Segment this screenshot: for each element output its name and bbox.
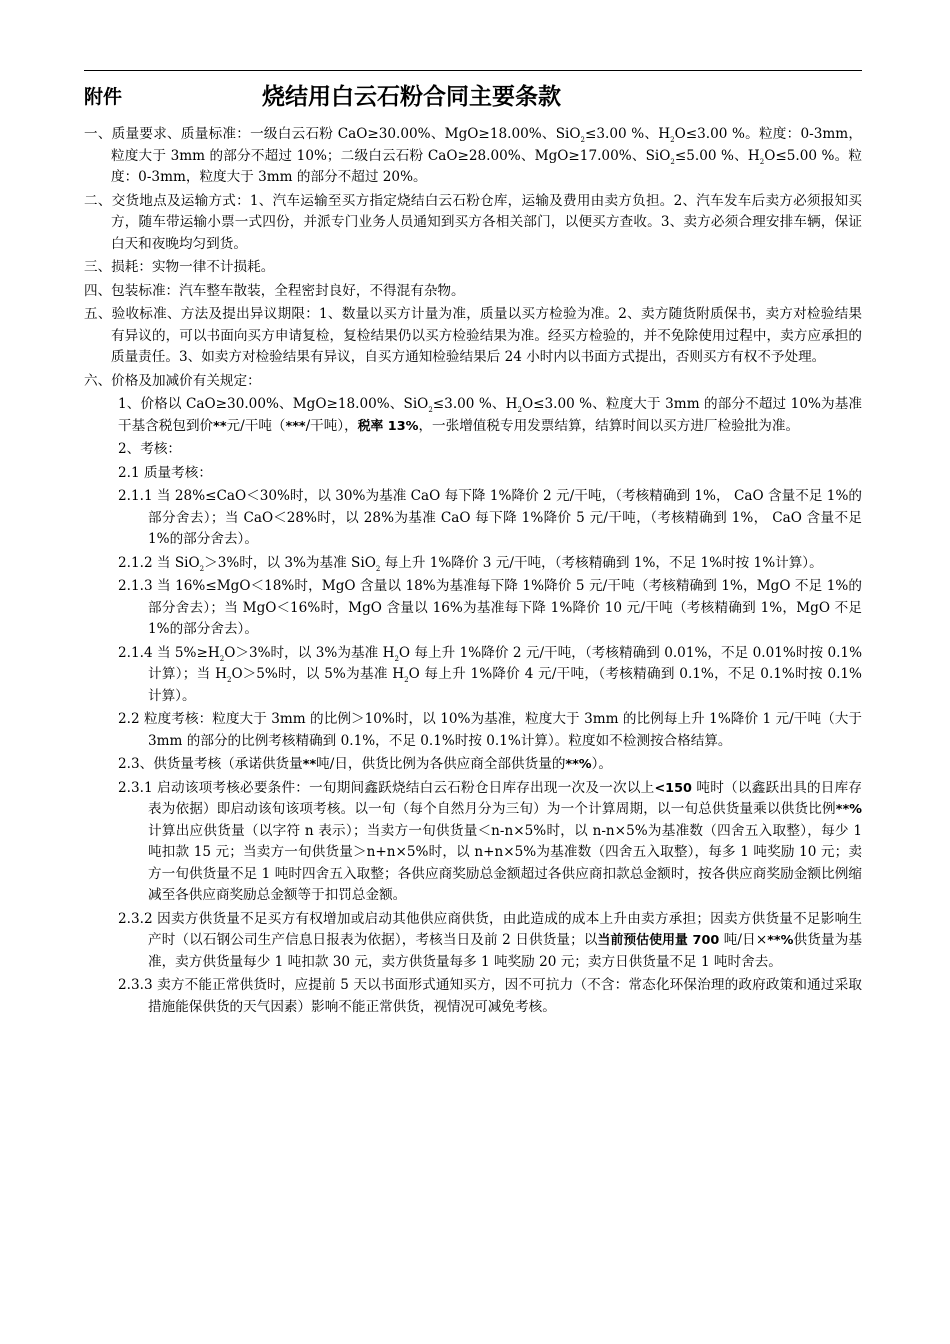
rule-2-1-4: 2.1.4 当 $5\%\ge H_2O>3\%$时，以 3%为基准 $H_2O$ 每上升 1%降价 2 元/干吨，（考核精确到 0.01%，不足 0.01%时按 0.1%计算）；当 $H_2O>5\%$时，以 5%为基准 $H_2O$ 每上升 1%降价 4 元/干吨，（考核精确到 0.1%，不足 0.1%时按 0.1%计算）。 (118, 644, 862, 704)
assessment-heading: 2、考核： (118, 441, 182, 457)
clause-loss: 三、损耗：实物一律不计损耗。 (84, 259, 275, 275)
rule-2-3: 2.3、供货量考核（承诺供货量**吨/日，供货比例为各供应商全部供货量的**%）。 (118, 756, 613, 772)
quality-assessment-heading: 2.1 质量考核： (118, 464, 212, 481)
rule-2-3-3: 2.3.3 卖方不能正常供货时，应提前 5 天以书面形式通知买方，因不可抗力（不含：常态化环保治理的政府政策和通过采取措施能保供货的天气因素）影响不能正常供货，视情况可减免考核。 (118, 977, 862, 1015)
document-title: 烧结用白云石粉合同主要条款 (262, 84, 561, 110)
clause-delivery: 二、交货地点及运输方式：1、汽车运输至买方指定烧结白云石粉仓库，运输及费用由卖方负担。2、汽车发车后卖方必须报知买方，随车带运输小票一式四份，并派专门业务人员通知到买方各相关部门，以便买方查收。3、卖方必须合理安排车辆，保证白天和夜晚均匀到货。 (84, 192, 862, 252)
clause-price-heading: 六、价格及加减价有关规定： (84, 372, 261, 389)
clause-quality: 一、质量要求、质量标准：一级白云石粉 CaO≥30.00%、MgO≥18.00%、SiO$_2$≤3.00 %、$H_2O\le 3.00$ %。粒度：0-3mm，粒度大于 3mm 的部分不超过 10%；二级白云石粉 CaO≥28.00%、MgO≥17.00%、SiO$_2$≤5.00 %、$H_2O\le 5.00$ %。粒度：0-3mm，粒度大于 3mm 的部分不超过 20%。 (84, 126, 863, 185)
rule-2-1-2: 2.1.2 当 SiO$_2$＞3%时，以 3%为基准 SiO$_2$ 每上升 1%降价 3 元/干吨，（考核精确到 1%，不足 1%时按 1%计算）。 (118, 554, 823, 573)
rule-2-3-2: 2.3.2 因卖方供货量不足买方有权增加或启动其他供应商供货，由此造成的成本上升由卖方承担；因卖方供货量不足影响生产时（以石钢公司生产信息日报表为依据），考核当日及前 2 日供货量；以当前预估使用量 700 吨/日×**%供货量为基准，卖方供货量每少 1 吨扣款 30 元，卖方供货量每多 1 吨奖励 20 元；卖方日供货量不足 1 吨时舍去。 (118, 910, 863, 970)
document-header (84, 78, 862, 110)
rule-2-3-1: 2.3.1 启动该项考核必要条件：一旬期间鑫跃烧结白云石粉仓日库存出现一次及一次以上<150 吨时（以鑫跃出具的日库存表为依据）即启动该旬该项考核。以一旬（每个自然月分为三旬）为一个计算周期，以一旬总供货量乘以供货比例**%计算出应供货量（以字符 n 表示）；当卖方一旬供货量＜n-n×5%时，以 n-n×5%为基准数（四舍五入取整），每少 1 吨扣款 15 元；当卖方一旬供货量＞n+n×5%时，以 n+n×5%为基准数（四舍五入取整），每多 1 吨奖励 10 元；卖方一旬供货量不足 1 吨时四舍五入取整；各供应商奖励总金额超过各供应商扣款总金额时，按各供应商奖励金额比例缩减至各供应商奖励总金额等于扣罚总金额。 (118, 779, 862, 903)
rule-2-2: 2.2 粒度考核：粒度大于 3mm 的比例＞10%时，以 10%为基准，粒度大于 3mm 的比例每上升 1%降价 1 元/干吨（大于 3mm 的部分的比例考核精确到 0.1%，不足 0.1%时按 0.1%计算）。粒度如不检测按合格结算。 (118, 711, 862, 749)
rule-2-1-1: 2.1.1 当 28%≤CaO＜30%时，以 30%为基准 CaO 每下降 1%降价 2 元/干吨，（考核精确到 1%， CaO 含量不足 1%的部分舍去）；当 CaO＜28%时，以 28%为基准 CaO 每下降 1%降价 5 元/干吨，（考核精确到 1%， CaO 含量不足 1%的部分舍去）。 (118, 488, 862, 547)
header-rule (84, 70, 862, 71)
clause-packaging: 四、包装标准：汽车整车散装，全程密封良好，不得混有杂物。 (84, 282, 465, 299)
clause-acceptance: 五、验收标准、方法及提出异议期限：1、数量以买方计量为准，质量以买方检验为准。2、卖方随货附质保书，卖方对检验结果有异议的，可以书面向买方申请复检，复检结果仍以买方检验结果为准。经买方检验的，并不免除使用过程中，卖方应承担的质量责任。3、如卖方对检验结果有异议，自买方通知检验结果后 24 小时内以书面方式提出，否则买方有权不予处理。 (84, 306, 862, 365)
rule-2-1-3: 2.1.3 当 16%≤MgO＜18%时，MgO 含量以 18%为基准每下降 1%降价 5 元/干吨（考核精确到 1%，MgO 不足 1%的部分舍去）；当 MgO＜16%时，MgO 含量以 16%为基准每下降 1%降价 10 元/干吨（考核精确到 1%，MgO 不足 1%的部分舍去）。 (118, 578, 862, 637)
attachment-label: 附件 (84, 86, 123, 108)
contract-body (84, 124, 862, 1018)
price-base: 1、价格以 CaO≥30.00%、MgO≥18.00%、SiO$_2$≤3.00 %、$H_2O\le 3.00$ %、粒度大于 3mm 的部分不超过 10%为基准干基含税包到价**元/干吨（***/干吨），税率 13%，一张增值税专用发票结算，结算时间以买方进厂检验批为准。 (118, 396, 863, 434)
